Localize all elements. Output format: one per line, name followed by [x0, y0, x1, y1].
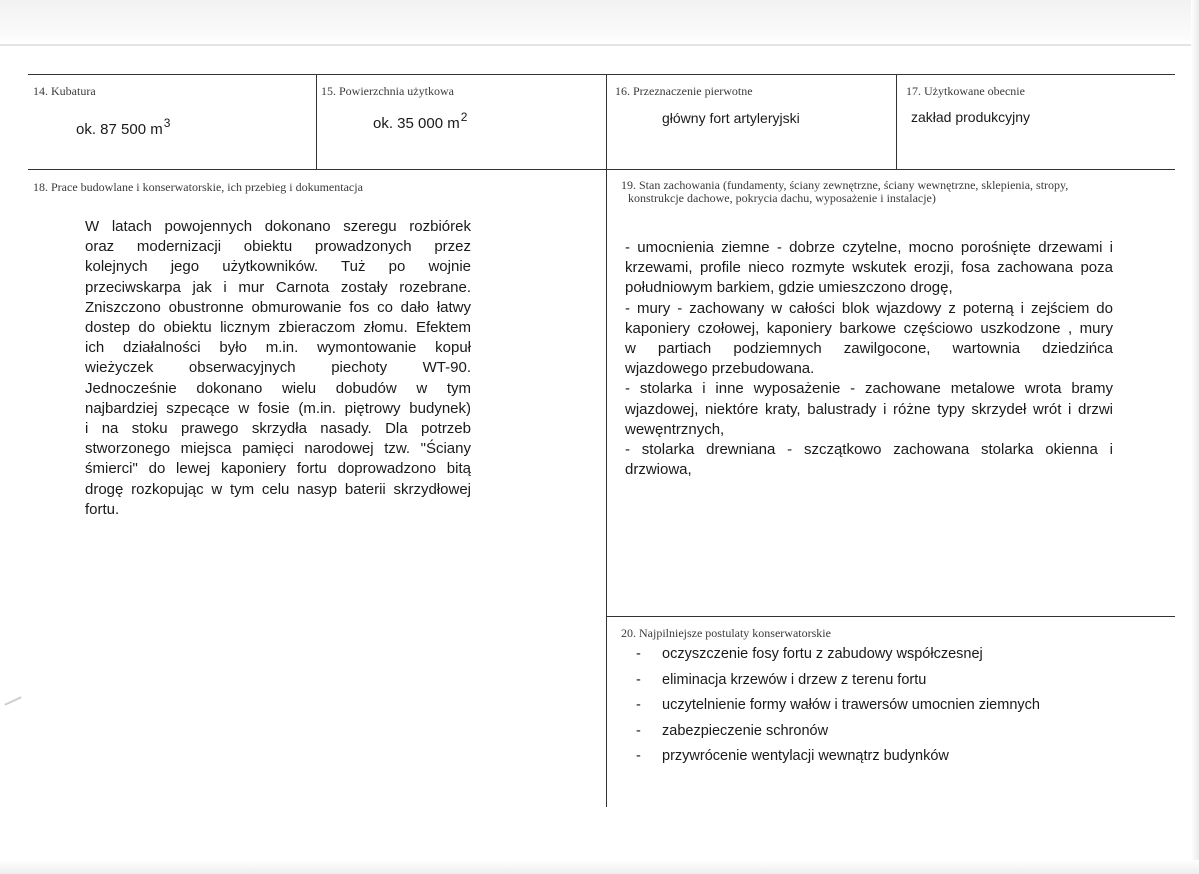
prace-text-line: kolejnych jego użytkowników. Tuż po wojnie [85, 258, 471, 276]
prace-text-line: wieżyczek obserwacyjnych piechoty WT-90. [85, 359, 471, 377]
scan-bottom-edge [0, 860, 1199, 874]
postulat-bullet: - [636, 697, 641, 713]
powierzchnia-value [373, 110, 467, 132]
stan-text-line: - mury - zachowany w całości blok wjazdowy z poterną i zejściem do [625, 299, 1113, 317]
prace-text-line: przeciwskarpa jak i mur Carnota zostały rozebrane. [85, 278, 471, 296]
stan-text-line: wewęntrznych, [625, 420, 725, 438]
prace-text-line: dostep do obiektu licznym zbieraczom złomu. Efektem [85, 319, 471, 337]
scan-artifact-mark [4, 696, 21, 705]
scan-top-margin [0, 0, 1199, 46]
scan-top-edge-line [0, 44, 1199, 46]
postulat-bullet: - [636, 722, 641, 739]
stan-text-line: - umocnienia ziemne - dobrze czytelne, mocno porośnięte drzewami i [625, 239, 1113, 256]
stan-text-line: drzwiowa, [625, 461, 692, 479]
stan-label-line-2: konstrukcje dachowe, pokrycia dachu, wyposażenie i instalacje) [628, 191, 936, 205]
stan-text-line: wjazdowego przebudowana. [625, 360, 815, 378]
postulaty-label: 20. Najpilniejsze postulaty konserwatorskie [621, 626, 831, 640]
stan-description [625, 238, 1113, 480]
postulat-bullet: - [636, 671, 641, 688]
stan-label [621, 179, 1161, 205]
prace-label: 18. Prace budowlane i konserwatorskie, ich przebieg i dokumentacja [33, 180, 363, 194]
stan-text-line: kaponiery czołowej, kaponiery barkowe częściowo uszkodzone , mury [625, 319, 1113, 337]
scan-right-edge [1191, 0, 1199, 874]
prace-text-line: fortu. [85, 500, 120, 518]
stan-text-line: południowym barkiem, gdzie umieszczono drogę, [625, 279, 953, 297]
kubatura-number: ok. 87 500 m [76, 121, 163, 138]
prace-text-line: i na stoku prawego skrzydła nasady. Dla potrzeb [85, 420, 471, 438]
uzytkowane-label: 17. Użytkowane obecnie [906, 84, 1025, 98]
table-top-border [28, 74, 1175, 75]
przeznaczenie-label: 16. Przeznaczenie pierwotne [615, 84, 753, 98]
postulat-text: eliminacja krzewów i drzew z terenu fortu [662, 671, 927, 688]
postulat-bullet: - [636, 748, 641, 764]
prace-text-line: Jednocześnie dokonano wielu dobudów w tym [85, 379, 471, 397]
prace-text-line: oraz modernizacji obiektu prowadzonych przez [85, 238, 471, 256]
stan-label-line-1: 19. Stan zachowania (fundamenty, ściany zewnętrzne, ściany wewnętrzne, sklepienia, stropy, [621, 178, 1069, 192]
postulat-text: zabezpieczenie schronów [662, 722, 829, 739]
prace-text-line: ich działalności było m.in. wymontowanie kopuł [85, 339, 471, 357]
powierzchnia-number: ok. 35 000 m [373, 115, 460, 132]
stan-text-line: - stolarka drewniana - szczątkowo zachowana stolarka okienna i [625, 441, 1113, 459]
stan-text-line: - stolarka i inne wyposażenie - zachowane metalowe wrota bramy [625, 380, 1113, 398]
powierzchnia-unit-exponent: 2 [460, 110, 468, 124]
kubatura-unit-exponent: 3 [163, 116, 171, 130]
postulat-text: uczytelnienie formy wałów i trawersów umocnien ziemnych [662, 697, 1040, 713]
row-divider-1 [28, 169, 1175, 170]
kubatura-label: 14. Kubatura [33, 84, 96, 98]
postulat-item [620, 695, 1040, 721]
postulaty-list [620, 644, 1040, 772]
prace-text-line: Zniszczono obustronne obmurowanie fos co dało łatwy [85, 298, 471, 316]
prace-text-line: drogę rozkopując w tym celu nasyp baterii skrzydłowej [85, 480, 471, 498]
postulat-item [620, 644, 1040, 670]
prace-text-line: W latach powojennych dokonano szeregu rozbiórek [85, 218, 471, 235]
postulat-text: oczyszczenie fosy fortu z zabudowy współczesnej [662, 646, 983, 662]
kubatura-value [76, 116, 170, 138]
powierzchnia-label: 15. Powierzchnia użytkowa [321, 84, 454, 98]
stan-text-line: w partiach podziemnych zawilgocone, wartownia dziedzińca [625, 340, 1113, 358]
postulat-item [620, 746, 1040, 772]
postulat-text: przywrócenie wentylacji wewnątrz budynków [662, 748, 949, 764]
section-19-bottom-border [606, 616, 1175, 617]
column-divider-15-16 [606, 74, 607, 807]
postulat-bullet: - [636, 646, 641, 662]
postulat-item [620, 670, 1040, 696]
prace-text-line: najbardziej szpecące w fosie (m.in. piętrowy budynek) [85, 399, 471, 417]
uzytkowane-value: zakład produkcyjny [911, 109, 1031, 125]
stan-text-line: krzewami, profile nieco rozmyte wskutek erozji, fosa zachowana poza [625, 259, 1113, 277]
prace-text-line: stworzonego miejsca pamięci narodowej tzw. "Ściany [85, 440, 471, 458]
column-divider-16-17 [896, 74, 897, 170]
postulat-item [620, 721, 1040, 747]
stan-text-line: wjazdowej, niektóre kraty, balustrady i różne typy skrzydeł wrót i drzwi [625, 400, 1113, 418]
column-divider-14-15 [316, 74, 317, 170]
prace-description [85, 217, 471, 520]
przeznaczenie-value: główny fort artyleryjski [662, 110, 800, 126]
prace-text-line: śmierci" do lewej kaponiery fortu doprowadzono bitą [85, 460, 471, 478]
